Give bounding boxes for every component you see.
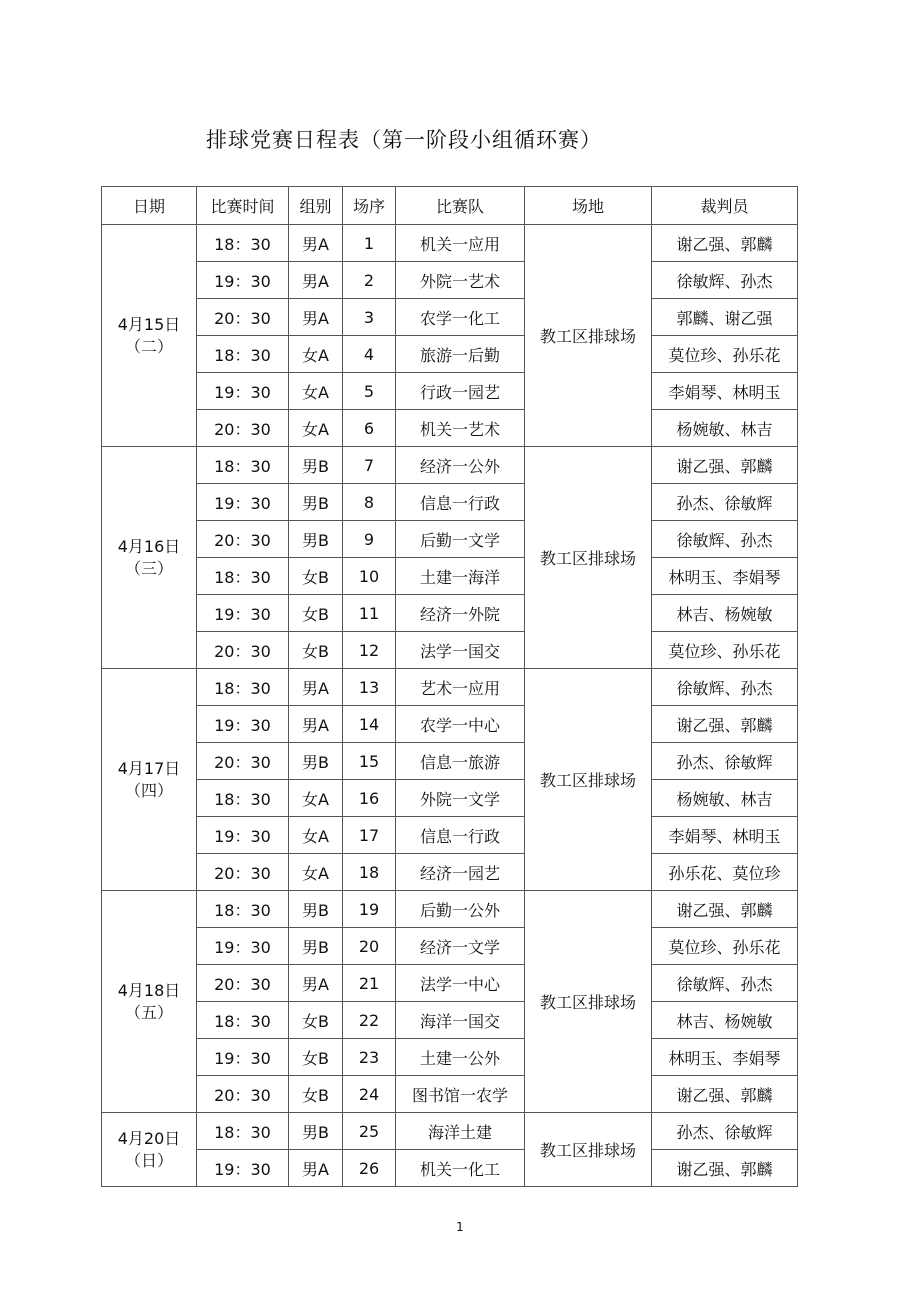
group-cell: 男B (289, 891, 343, 928)
header-venue: 场地 (525, 187, 652, 225)
referees-cell: 谢乙强、郭麟 (652, 706, 798, 743)
table-row (102, 410, 798, 447)
seq-cell: 1 (343, 225, 396, 262)
referees-cell: 徐敏辉、孙杰 (652, 669, 798, 706)
time-cell: 20：30 (197, 632, 289, 669)
seq-cell: 9 (343, 521, 396, 558)
table-row (102, 262, 798, 299)
time-cell: 20：30 (197, 743, 289, 780)
time-cell: 18：30 (197, 891, 289, 928)
referees-cell: 林明玉、李娟琴 (652, 1039, 798, 1076)
referees-cell: 林吉、杨婉敏 (652, 1002, 798, 1039)
time-cell: 19：30 (197, 373, 289, 410)
document-title: 排球党赛日程表（第一阶段小组循环赛） (206, 128, 602, 152)
venue-cell: 教工区排球场 (525, 669, 652, 891)
table-row (102, 558, 798, 595)
seq-cell: 23 (343, 1039, 396, 1076)
group-cell: 女A (289, 410, 343, 447)
group-cell: 男B (289, 928, 343, 965)
seq-cell: 6 (343, 410, 396, 447)
table-row (102, 891, 798, 928)
time-cell: 18：30 (197, 1002, 289, 1039)
seq-cell: 20 (343, 928, 396, 965)
table-row (102, 1150, 798, 1187)
date-cell (102, 1113, 197, 1187)
time-cell: 18：30 (197, 780, 289, 817)
referees-cell: 谢乙强、郭麟 (652, 447, 798, 484)
time-cell: 18：30 (197, 669, 289, 706)
teams-cell: 机关一艺术 (396, 410, 525, 447)
schedule-body (102, 225, 798, 1187)
table-row (102, 595, 798, 632)
teams-cell: 农学一中心 (396, 706, 525, 743)
group-cell: 女B (289, 1076, 343, 1113)
group-cell: 女B (289, 558, 343, 595)
seq-cell: 19 (343, 891, 396, 928)
seq-cell: 8 (343, 484, 396, 521)
weekday-label: （日） (124, 1150, 173, 1170)
seq-cell: 2 (343, 262, 396, 299)
header-time: 比赛时间 (197, 187, 289, 225)
venue-cell: 教工区排球场 (525, 1113, 652, 1187)
page-number: 1 (456, 1220, 464, 1234)
teams-cell: 法学一国交 (396, 632, 525, 669)
table-row (102, 373, 798, 410)
group-cell: 男B (289, 484, 343, 521)
referees-cell: 谢乙强、郭麟 (652, 225, 798, 262)
group-cell: 男A (289, 262, 343, 299)
time-cell: 19：30 (197, 484, 289, 521)
table-row (102, 225, 798, 262)
referees-cell: 莫位珍、孙乐花 (652, 928, 798, 965)
date-label: 4月20日 (117, 1128, 181, 1148)
group-cell: 男A (289, 669, 343, 706)
table-row (102, 780, 798, 817)
seq-cell: 16 (343, 780, 396, 817)
teams-cell: 法学一中心 (396, 965, 525, 1002)
group-cell: 女A (289, 817, 343, 854)
time-cell: 18：30 (197, 336, 289, 373)
time-cell: 18：30 (197, 225, 289, 262)
table-row (102, 336, 798, 373)
date-cell (102, 669, 197, 891)
header-date: 日期 (102, 187, 197, 225)
header-group: 组别 (289, 187, 343, 225)
teams-cell: 信息一旅游 (396, 743, 525, 780)
venue-cell: 教工区排球场 (525, 225, 652, 447)
weekday-label: （五） (124, 1002, 173, 1022)
teams-cell: 外院一艺术 (396, 262, 525, 299)
teams-cell: 信息一行政 (396, 484, 525, 521)
group-cell: 男A (289, 225, 343, 262)
referees-cell: 林明玉、李娟琴 (652, 558, 798, 595)
group-cell: 男A (289, 1150, 343, 1187)
seq-cell: 22 (343, 1002, 396, 1039)
group-cell: 女A (289, 336, 343, 373)
time-cell: 19：30 (197, 595, 289, 632)
date-cell (102, 447, 197, 669)
time-cell: 20：30 (197, 1076, 289, 1113)
time-cell: 19：30 (197, 706, 289, 743)
time-cell: 20：30 (197, 410, 289, 447)
teams-cell: 信息一行政 (396, 817, 525, 854)
seq-cell: 5 (343, 373, 396, 410)
referees-cell: 徐敏辉、孙杰 (652, 262, 798, 299)
group-cell: 男B (289, 1113, 343, 1150)
referees-cell: 莫位珍、孙乐花 (652, 336, 798, 373)
referees-cell: 谢乙强、郭麟 (652, 1076, 798, 1113)
seq-cell: 17 (343, 817, 396, 854)
table-row (102, 632, 798, 669)
time-cell: 20：30 (197, 299, 289, 336)
time-cell: 19：30 (197, 1150, 289, 1187)
teams-cell: 海洋一国交 (396, 1002, 525, 1039)
teams-cell: 旅游一后勤 (396, 336, 525, 373)
table-row (102, 854, 798, 891)
table-row (102, 928, 798, 965)
referees-cell: 谢乙强、郭麟 (652, 1150, 798, 1187)
table-row (102, 706, 798, 743)
table-row (102, 669, 798, 706)
time-cell: 18：30 (197, 447, 289, 484)
weekday-label: （二） (124, 336, 173, 356)
seq-cell: 11 (343, 595, 396, 632)
table-row (102, 1039, 798, 1076)
weekday-label: （三） (124, 558, 173, 578)
referees-cell: 徐敏辉、孙杰 (652, 965, 798, 1002)
header-row (102, 187, 798, 225)
referees-cell: 李娟琴、林明玉 (652, 817, 798, 854)
group-cell: 女A (289, 854, 343, 891)
seq-cell: 21 (343, 965, 396, 1002)
referees-cell: 孙杰、徐敏辉 (652, 484, 798, 521)
teams-cell: 艺术一应用 (396, 669, 525, 706)
weekday-label: （四） (124, 780, 173, 800)
date-cell (102, 891, 197, 1113)
teams-cell: 机关一化工 (396, 1150, 525, 1187)
seq-cell: 15 (343, 743, 396, 780)
group-cell: 女B (289, 1002, 343, 1039)
seq-cell: 13 (343, 669, 396, 706)
header-seq: 场序 (343, 187, 396, 225)
referees-cell: 孙杰、徐敏辉 (652, 1113, 798, 1150)
time-cell: 19：30 (197, 817, 289, 854)
seq-cell: 7 (343, 447, 396, 484)
group-cell: 男B (289, 521, 343, 558)
referees-cell: 杨婉敏、林吉 (652, 780, 798, 817)
table-row (102, 743, 798, 780)
teams-cell: 经济一文学 (396, 928, 525, 965)
group-cell: 女A (289, 780, 343, 817)
header-teams: 比赛队 (396, 187, 525, 225)
time-cell: 19：30 (197, 262, 289, 299)
seq-cell: 26 (343, 1150, 396, 1187)
group-cell: 男B (289, 743, 343, 780)
group-cell: 男B (289, 447, 343, 484)
date-label: 4月16日 (117, 536, 181, 556)
teams-cell: 经济一园艺 (396, 854, 525, 891)
referees-cell: 杨婉敏、林吉 (652, 410, 798, 447)
group-cell: 男A (289, 706, 343, 743)
table-row (102, 965, 798, 1002)
referees-cell: 谢乙强、郭麟 (652, 891, 798, 928)
teams-cell: 农学一化工 (396, 299, 525, 336)
seq-cell: 14 (343, 706, 396, 743)
header-referees: 裁判员 (652, 187, 798, 225)
group-cell: 女B (289, 632, 343, 669)
teams-cell: 外院一文学 (396, 780, 525, 817)
venue-cell: 教工区排球场 (525, 891, 652, 1113)
seq-cell: 25 (343, 1113, 396, 1150)
group-cell: 女B (289, 1039, 343, 1076)
seq-cell: 4 (343, 336, 396, 373)
schedule-table (101, 186, 798, 1187)
referees-cell: 林吉、杨婉敏 (652, 595, 798, 632)
seq-cell: 10 (343, 558, 396, 595)
table-row (102, 299, 798, 336)
table-row (102, 447, 798, 484)
referees-cell: 李娟琴、林明玉 (652, 373, 798, 410)
date-cell (102, 225, 197, 447)
teams-cell: 土建一公外 (396, 1039, 525, 1076)
time-cell: 20：30 (197, 521, 289, 558)
group-cell: 男A (289, 299, 343, 336)
table-row (102, 1002, 798, 1039)
table-row (102, 521, 798, 558)
table-row (102, 1076, 798, 1113)
time-cell: 19：30 (197, 1039, 289, 1076)
date-label: 4月18日 (117, 980, 181, 1000)
teams-cell: 经济一公外 (396, 447, 525, 484)
table-row (102, 484, 798, 521)
seq-cell: 12 (343, 632, 396, 669)
teams-cell: 机关一应用 (396, 225, 525, 262)
teams-cell: 后勤一文学 (396, 521, 525, 558)
group-cell: 男A (289, 965, 343, 1002)
seq-cell: 3 (343, 299, 396, 336)
referees-cell: 孙杰、徐敏辉 (652, 743, 798, 780)
seq-cell: 24 (343, 1076, 396, 1113)
teams-cell: 海洋土建 (396, 1113, 525, 1150)
date-label: 4月17日 (117, 758, 181, 778)
teams-cell: 图书馆一农学 (396, 1076, 525, 1113)
time-cell: 18：30 (197, 1113, 289, 1150)
time-cell: 20：30 (197, 854, 289, 891)
date-label: 4月15日 (117, 314, 181, 334)
referees-cell: 莫位珍、孙乐花 (652, 632, 798, 669)
teams-cell: 经济一外院 (396, 595, 525, 632)
referees-cell: 郭麟、谢乙强 (652, 299, 798, 336)
teams-cell: 行政一园艺 (396, 373, 525, 410)
seq-cell: 18 (343, 854, 396, 891)
group-cell: 女B (289, 595, 343, 632)
time-cell: 19：30 (197, 928, 289, 965)
teams-cell: 后勤一公外 (396, 891, 525, 928)
table-row (102, 817, 798, 854)
group-cell: 女A (289, 373, 343, 410)
time-cell: 20：30 (197, 965, 289, 1002)
teams-cell: 土建一海洋 (396, 558, 525, 595)
table-row (102, 1113, 798, 1150)
time-cell: 18：30 (197, 558, 289, 595)
referees-cell: 徐敏辉、孙杰 (652, 521, 798, 558)
venue-cell: 教工区排球场 (525, 447, 652, 669)
referees-cell: 孙乐花、莫位珍 (652, 854, 798, 891)
